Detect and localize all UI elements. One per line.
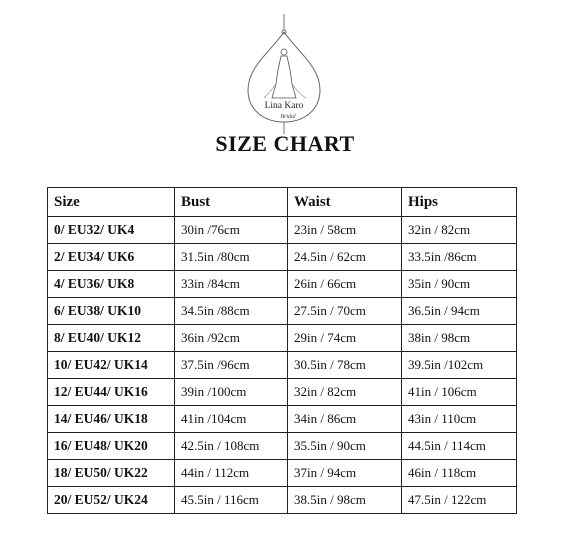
bust-cell: 31.5in /80cm (175, 244, 288, 271)
hips-cell: 38in / 98cm (402, 325, 517, 352)
table-row (48, 271, 517, 298)
bust-cell: 34.5in /88cm (175, 298, 288, 325)
waist-cell: 35.5in / 90cm (288, 433, 402, 460)
waist-cell: 26in / 66cm (288, 271, 402, 298)
logo-brand-subtitle: Bridal (280, 114, 296, 120)
waist-cell: 32in / 82cm (288, 379, 402, 406)
brand-logo (240, 12, 328, 136)
bust-cell: 41in /104cm (175, 406, 288, 433)
waist-cell: 30.5in / 78cm (288, 352, 402, 379)
table-row (48, 244, 517, 271)
size-cell: 14/ EU46/ UK18 (48, 406, 175, 433)
table-row (48, 460, 517, 487)
size-cell: 10/ EU42/ UK14 (48, 352, 175, 379)
waist-cell: 23in / 58cm (288, 217, 402, 244)
column-header-bust: Bust (175, 188, 288, 217)
size-chart-table (47, 187, 517, 514)
bust-cell: 44in / 112cm (175, 460, 288, 487)
bust-cell: 36in /92cm (175, 325, 288, 352)
table-row (48, 325, 517, 352)
table-row (48, 352, 517, 379)
bust-cell: 30in /76cm (175, 217, 288, 244)
hips-cell: 43in / 110cm (402, 406, 517, 433)
waist-cell: 38.5in / 98cm (288, 487, 402, 514)
table-row (48, 217, 517, 244)
waist-cell: 37in / 94cm (288, 460, 402, 487)
table-row (48, 379, 517, 406)
size-cell: 16/ EU48/ UK20 (48, 433, 175, 460)
hips-cell: 41in / 106cm (402, 379, 517, 406)
size-cell: 2/ EU34/ UK6 (48, 244, 175, 271)
table-row (48, 298, 517, 325)
hips-cell: 36.5in / 94cm (402, 298, 517, 325)
bust-cell: 39in /100cm (175, 379, 288, 406)
hips-cell: 47.5in / 122cm (402, 487, 517, 514)
size-cell: 0/ EU32/ UK4 (48, 217, 175, 244)
bride-drop-logo-icon (240, 12, 328, 136)
hips-cell: 32in / 82cm (402, 217, 517, 244)
bust-cell: 37.5in /96cm (175, 352, 288, 379)
hips-cell: 35in / 90cm (402, 271, 517, 298)
table-header-row (48, 188, 517, 217)
table-row (48, 487, 517, 514)
waist-cell: 27.5in / 70cm (288, 298, 402, 325)
hips-cell: 44.5in / 114cm (402, 433, 517, 460)
column-header-waist: Waist (288, 188, 402, 217)
size-cell: 6/ EU38/ UK10 (48, 298, 175, 325)
table-row (48, 433, 517, 460)
bust-cell: 42.5in / 108cm (175, 433, 288, 460)
size-cell: 18/ EU50/ UK22 (48, 460, 175, 487)
waist-cell: 24.5in / 62cm (288, 244, 402, 271)
table-row (48, 406, 517, 433)
size-cell: 4/ EU36/ UK8 (48, 271, 175, 298)
hips-cell: 39.5in /102cm (402, 352, 517, 379)
hips-cell: 46in / 118cm (402, 460, 517, 487)
hips-cell: 33.5in /86cm (402, 244, 517, 271)
bust-cell: 33in /84cm (175, 271, 288, 298)
size-cell: 12/ EU44/ UK16 (48, 379, 175, 406)
page-title: SIZE CHART (215, 131, 355, 156)
column-header-size: Size (48, 188, 175, 217)
column-header-hips: Hips (402, 188, 517, 217)
waist-cell: 29in / 74cm (288, 325, 402, 352)
bust-cell: 45.5in / 116cm (175, 487, 288, 514)
size-cell: 8/ EU40/ UK12 (48, 325, 175, 352)
waist-cell: 34in / 86cm (288, 406, 402, 433)
size-cell: 20/ EU52/ UK24 (48, 487, 175, 514)
logo-brand-name: Lina Karo (264, 101, 304, 111)
